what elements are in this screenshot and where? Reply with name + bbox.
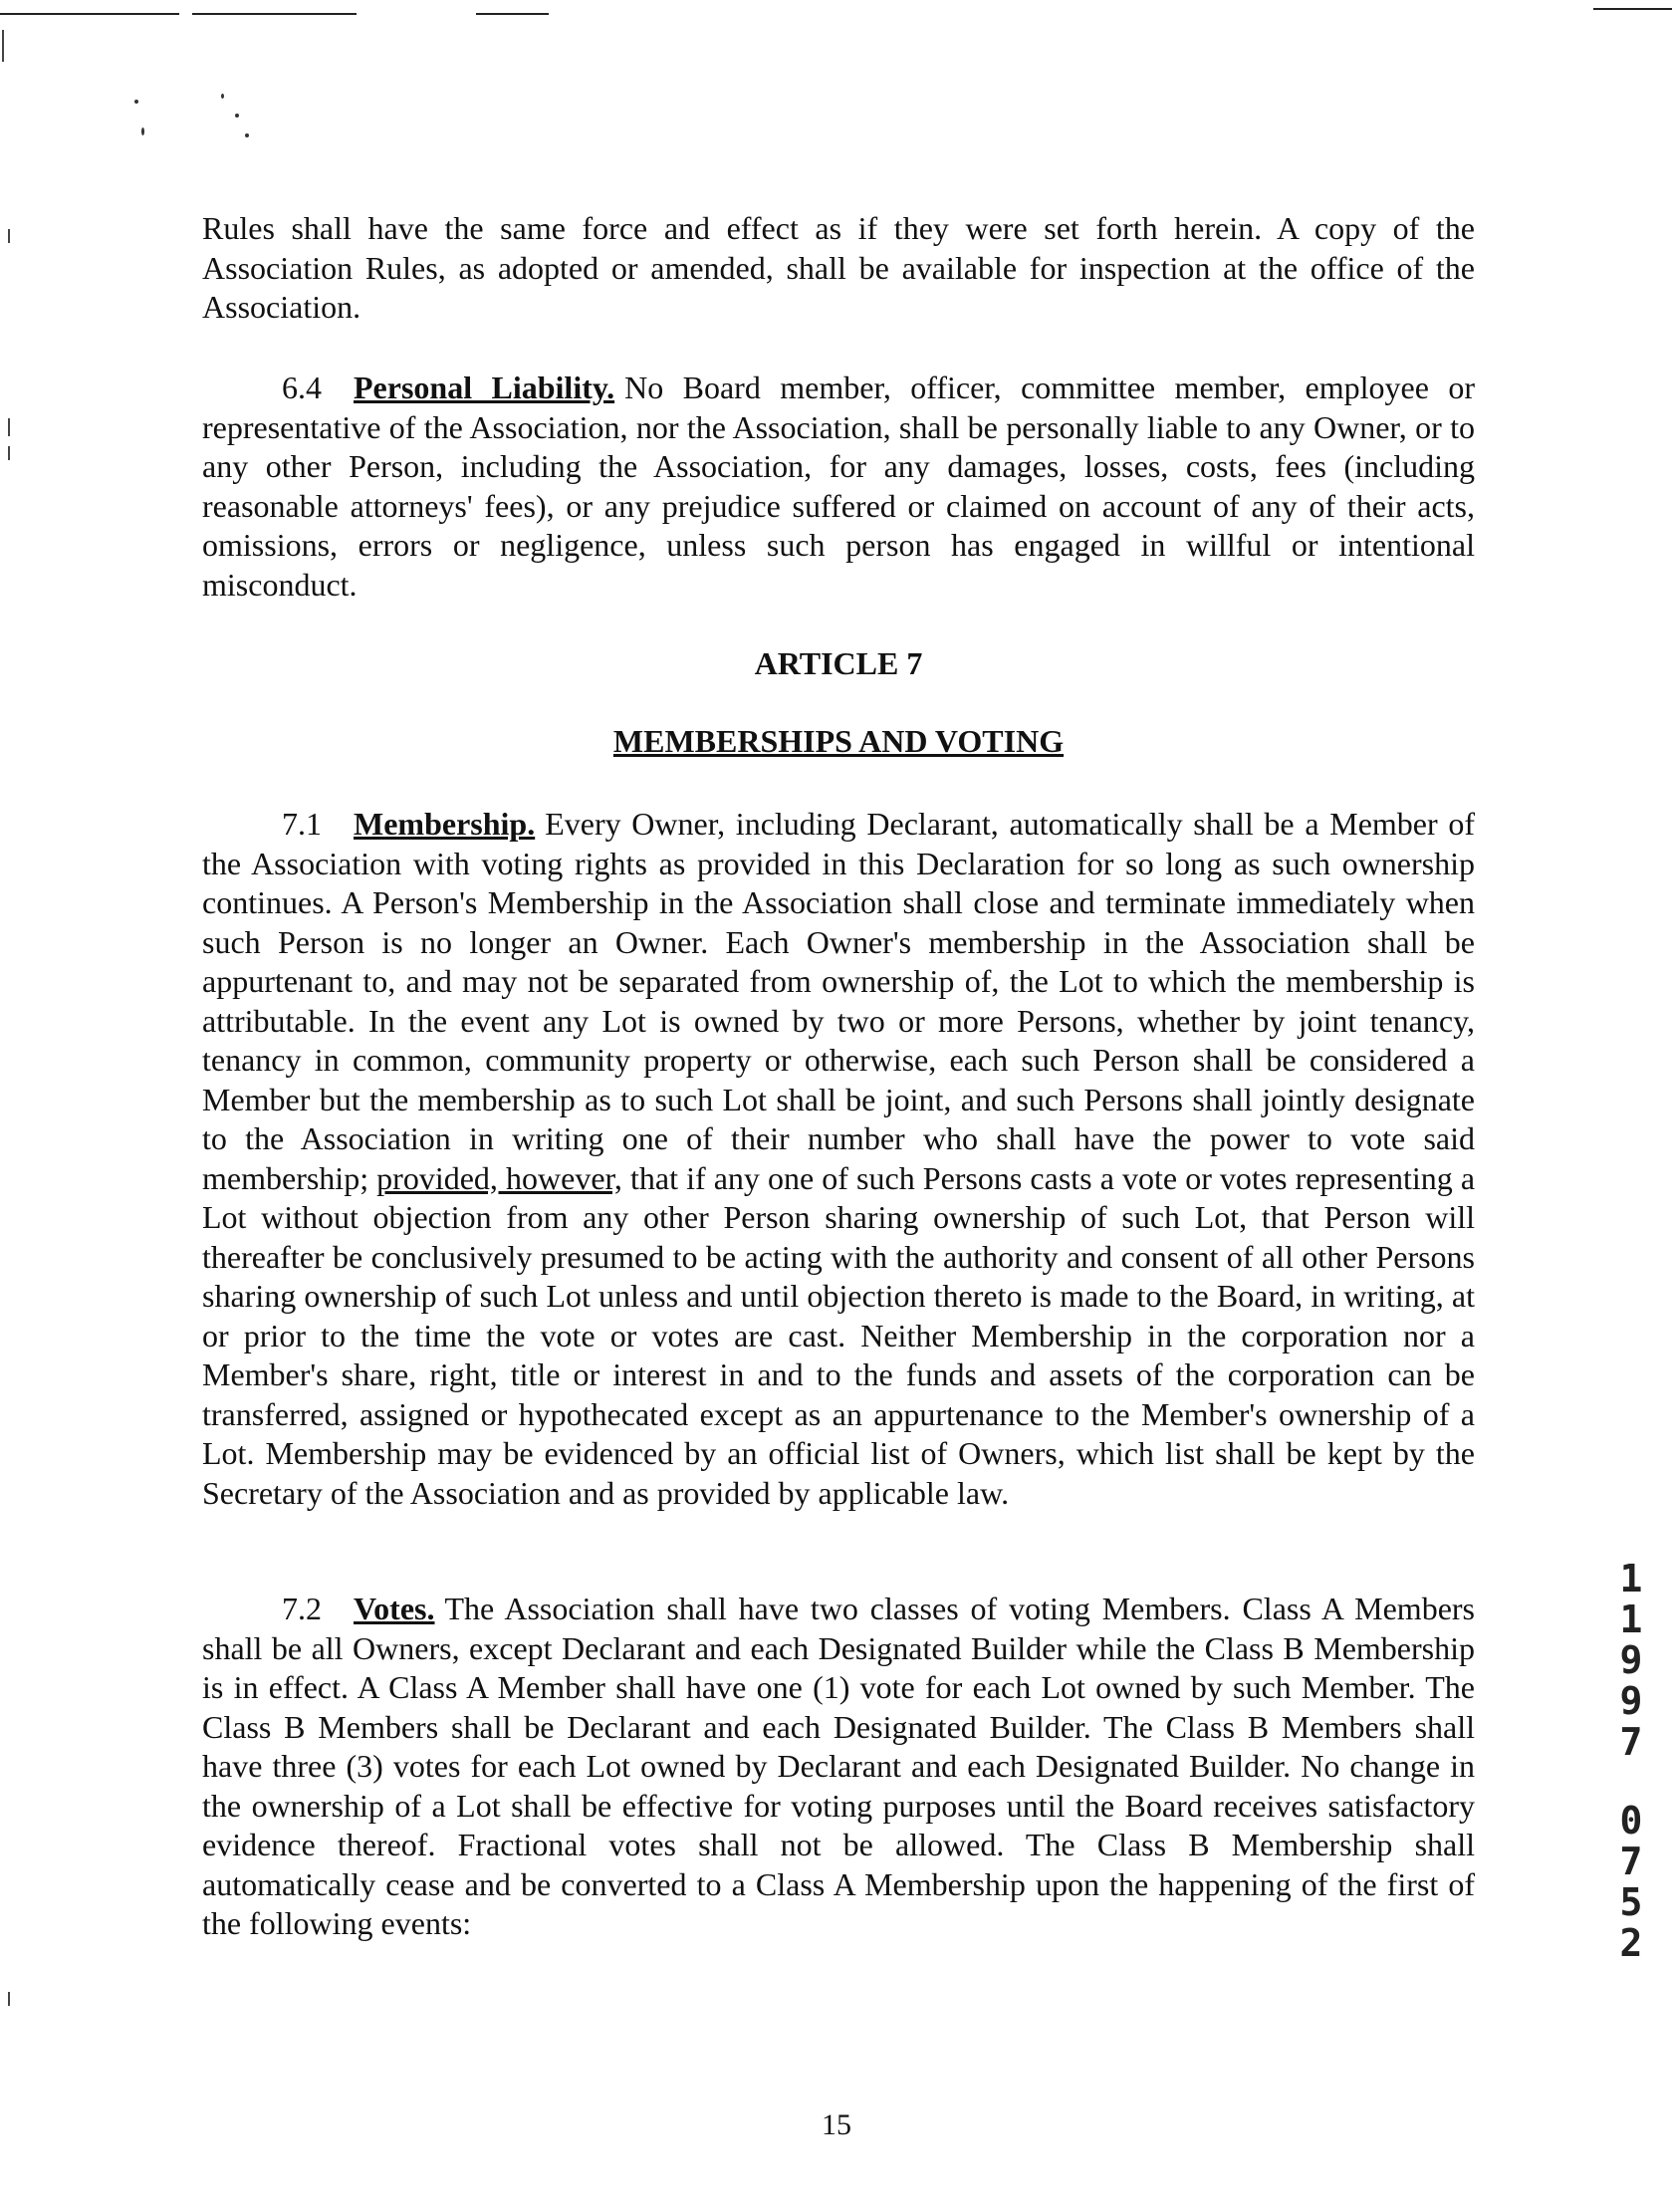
emphasis-provided-however: provided, however, xyxy=(376,1159,622,1196)
scan-top-rule-middle xyxy=(192,13,357,15)
section-7-1 xyxy=(202,805,1475,1513)
scan-edge-mark xyxy=(8,418,10,436)
section-body: No Board member, officer, committee member, employee or representative of the Association, nor the Association, shall be personally liable to any Owner, or to any other Person, including the Association, for any damages, losses, costs, fees (including reasonable attorneys' fees), or any prejudice suffered or claimed on account of any of their acts, omissions, errors or negligence, unless such person has engaged in willful or intentional misconduct. xyxy=(202,369,1476,603)
scan-speck xyxy=(134,100,138,104)
section-6-4 xyxy=(202,369,1475,605)
section-number: 6.4 xyxy=(282,369,322,405)
stamp-digit: 5 xyxy=(1619,1880,1643,1924)
section-body-part-2: that if any one of such Persons casts a vote or votes representing a Lot without objection from any other Person sharing ownership of such Lot, that Person will thereafter be conclusively presumed to be acting with the authority and consent of all other Persons sharing ownership of such Lot unless and until objection thereto is made to the Board, in writing, at or prior to the time the vote or votes are cast. Neither Membership in the corporation nor a Member's share, right, title or interest in and to the funds and assets of the corporation can be transferred, assigned or hypothecated except as an appurtenance to the Member's ownership of a Lot. Membership may be evidenced by an official list of Owners, which list shall be kept by the Secretary of the Association and as provided by applicable law. xyxy=(202,1159,1476,1511)
scan-edge-mark xyxy=(8,229,10,243)
stamp-digit: 1 xyxy=(1619,1598,1643,1641)
scan-edge-mark xyxy=(8,1992,10,2006)
section-6-4-paragraph xyxy=(202,369,1475,605)
section-body-part-1: Every Owner, including Declarant, automatically shall be a Member of the Association with voting rights as provided in this Declaration for so long as such ownership continues. A Person's Membership in the Association shall close and terminate immediately when such Person is no longer an Owner. Each Owner's membership in the Association shall be appurtenant to, and may not be separated from ownership of, the Lot to which the membership is attributable. In the event any Lot is owned by two or more Persons, whether by joint tenancy, tenancy in common, community property or otherwise, each such Person shall be considered a Member but the membership as to such Lot shall be joint, and such Persons shall jointly designate to the Association in writing one of their number who shall have the power to vote said membership; xyxy=(202,806,1475,1196)
section-7-2 xyxy=(202,1590,1475,1944)
section-title: Personal Liability. xyxy=(354,369,615,405)
section-7-1-paragraph xyxy=(202,805,1475,1513)
section-number: 7.1 xyxy=(282,806,322,842)
recording-number-stamp xyxy=(1611,1559,1651,1964)
stamp-digit: 2 xyxy=(1619,1921,1643,1965)
section-title: Votes. xyxy=(354,1591,435,1626)
stamp-digit: 9 xyxy=(1619,1638,1643,1682)
scan-top-rule-left xyxy=(0,13,179,15)
scan-speck xyxy=(235,114,239,118)
stamp-digit: 7 xyxy=(1619,1720,1643,1764)
article-title: MEMBERSHIPS AND VOTING xyxy=(612,723,1065,759)
section-7-2-paragraph xyxy=(202,1590,1475,1944)
scan-speck xyxy=(221,94,224,99)
stamp-digit: 1 xyxy=(1619,1557,1643,1600)
scan-speck xyxy=(245,133,249,137)
page-number: 15 xyxy=(822,2108,851,2141)
stamp-digit: 9 xyxy=(1619,1679,1643,1723)
section-number: 7.2 xyxy=(282,1591,322,1626)
stamp-digit: 7 xyxy=(1619,1840,1643,1883)
continuation-text: Rules shall have the same force and effect as if they were set forth herein. A copy of the Association Rules, as adopted or amended, shall be available for inspection at the office of the Association. xyxy=(202,210,1475,325)
scan-edge-mark xyxy=(2,30,4,62)
stamp-digit: 0 xyxy=(1619,1799,1643,1843)
scan-edge-mark xyxy=(8,446,10,460)
continuation-paragraph xyxy=(202,209,1475,328)
article-number: ARTICLE 7 xyxy=(754,645,923,681)
section-title: Membership. xyxy=(354,806,536,842)
section-body: The Association shall have two classes of voting Members. Class A Members shall be all Owners, except Declarant and each Designated Builder while the Class B Membership is in effect. A Class A Member shall have one (1) vote for each Lot owned by such Member. The Class B Members shall be Declarant and each Designated Builder. The Class B Members shall have three (3) votes for each Lot owned by Declarant and each Designated Builder. No change in the ownership of a Lot shall be effective for voting purposes until the Board receives satisfactory evidence thereof. Fractional votes shall not be allowed. The Class B Membership shall automatically cease and be converted to a Class A Membership upon the happening of the first of the following events: xyxy=(202,1591,1475,1941)
scan-top-rule-right xyxy=(476,13,549,15)
scan-top-rule-far-right xyxy=(1593,8,1672,10)
scan-speck xyxy=(141,127,144,135)
